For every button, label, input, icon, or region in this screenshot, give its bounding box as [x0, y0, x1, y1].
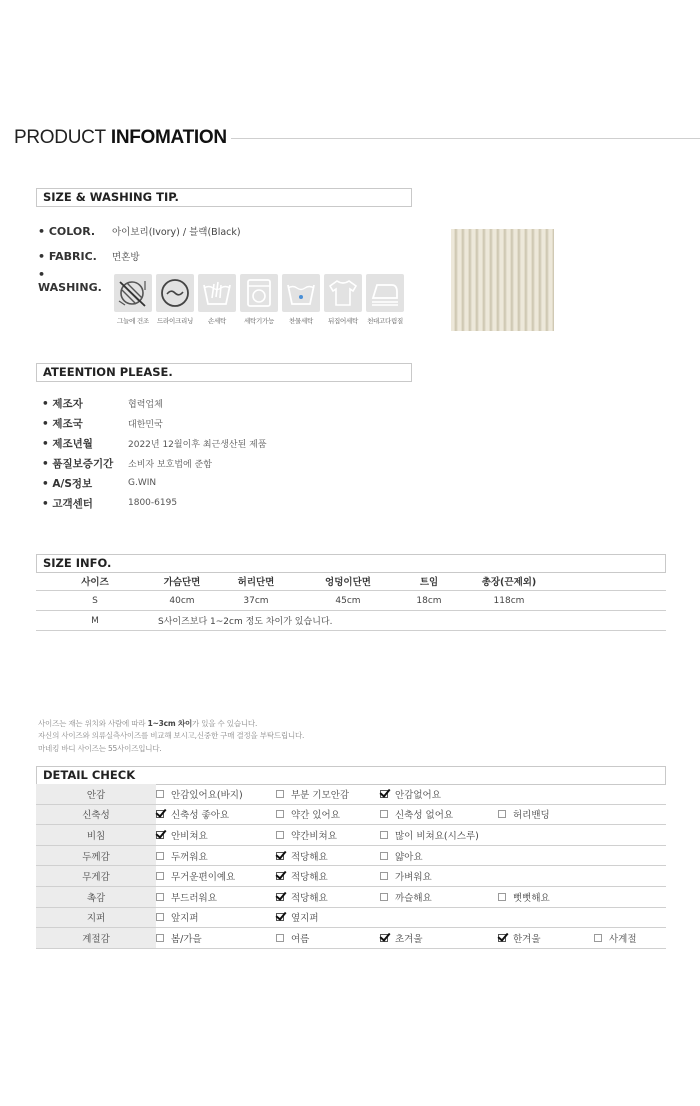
option-label: 적당해요 [291, 892, 328, 904]
size-row-s [36, 591, 666, 611]
size-col-header: 엉덩이단면 [325, 577, 371, 588]
option-label: 안감없어요 [395, 789, 441, 801]
option-label: 약간 있어요 [291, 810, 340, 822]
detail-check-table [36, 784, 666, 949]
option-label: 부분 기모안감 [291, 789, 350, 801]
detail-check-option[interactable] [498, 807, 550, 821]
detail-check-option[interactable] [380, 931, 423, 945]
detail-check-option[interactable] [276, 910, 319, 924]
fabric-swatch [451, 229, 554, 331]
size-cell: 18cm [416, 595, 442, 606]
attention-value: 1800-6195 [128, 498, 178, 508]
title-divider [231, 138, 700, 139]
note-line [38, 718, 304, 730]
title-infomation: INFOMATION [110, 127, 227, 148]
wash-item [238, 274, 280, 325]
checkbox[interactable] [380, 810, 388, 818]
attention-key: • 제조자 [42, 397, 83, 410]
detail-check-option[interactable] [156, 849, 208, 863]
detail-check-option[interactable] [380, 828, 479, 842]
option-label: 적당해요 [291, 872, 328, 884]
page-title [14, 126, 700, 150]
size-cell: 118cm [493, 595, 525, 606]
checkbox[interactable] [276, 810, 284, 818]
checkbox[interactable] [380, 831, 388, 839]
detail-check-label: 촉감 [36, 887, 156, 907]
note-line: 마네킹 바디 사이즈는 55사이즈입니다. [38, 743, 162, 753]
detail-check-option[interactable] [276, 787, 349, 801]
option-label: 안비쳐요 [171, 830, 208, 842]
note-text: 사이즈는 재는 위치와 사람에 따라 [38, 719, 148, 728]
wash-label: 손세탁 [208, 317, 226, 325]
size-cell: 37cm [243, 595, 269, 606]
checkbox[interactable] [380, 852, 388, 860]
fabric-row [38, 248, 140, 264]
detail-check-option[interactable] [276, 890, 328, 904]
option-label: 초겨울 [395, 933, 423, 945]
detail-check-option[interactable] [380, 890, 432, 904]
attention-row [42, 475, 156, 491]
attention-header: ATEENTION PLEASE. [36, 363, 412, 382]
option-label: 한겨울 [513, 933, 541, 945]
option-label: 앞지퍼 [171, 913, 199, 925]
fabric-value: 면혼방 [112, 252, 140, 263]
checkbox[interactable] [498, 810, 506, 818]
checkbox[interactable] [156, 893, 164, 901]
option-label: 약간비쳐요 [291, 830, 337, 842]
wash-item [364, 274, 406, 325]
checkbox[interactable] [156, 872, 164, 880]
option-label: 부드러워요 [171, 892, 217, 904]
size-table [36, 572, 666, 631]
checkbox[interactable] [276, 913, 284, 921]
attention-value: G.WIN [128, 478, 157, 488]
washing-label: • WASHING. [38, 268, 102, 294]
detail-check-row [36, 805, 666, 826]
detail-check-option[interactable] [156, 910, 199, 924]
detail-check-option[interactable] [156, 931, 202, 945]
checkbox[interactable] [276, 790, 284, 798]
option-label: 사계절 [609, 933, 637, 945]
checkbox[interactable] [498, 893, 506, 901]
option-label: 얇아요 [395, 851, 423, 863]
checkbox[interactable] [156, 852, 164, 860]
detail-check-option[interactable] [156, 869, 235, 883]
detail-check-label: 신축성 [36, 805, 156, 825]
wash-item [154, 274, 196, 325]
detail-check-row [36, 908, 666, 929]
checkbox[interactable] [276, 893, 284, 901]
attention-value: 협력업체 [128, 399, 163, 410]
note-bold: 1~3cm 차이 [147, 719, 193, 728]
checkbox[interactable] [276, 831, 284, 839]
size-cell: S사이즈보다 1~2cm 정도 차이가 있습니다. [158, 617, 333, 627]
detail-check-label: 안감 [36, 784, 156, 804]
detail-check-option[interactable] [276, 849, 328, 863]
detail-check-label: 비침 [36, 825, 156, 845]
option-label: 허리밴딩 [513, 810, 550, 822]
attention-key: • 고객센터 [42, 497, 93, 510]
option-label: 옆지퍼 [291, 913, 319, 925]
wash-label: 천대고다림질 [367, 317, 403, 325]
detail-check-label: 계절감 [36, 928, 156, 948]
detail-check-option[interactable] [276, 828, 337, 842]
size-notes [38, 718, 304, 755]
attention-key: • 제조국 [42, 417, 83, 430]
option-label: 뻣뻣해요 [513, 892, 550, 904]
size-col-header: 가슴단면 [163, 577, 201, 588]
attention-row [42, 495, 177, 511]
detail-check-option[interactable] [156, 787, 243, 801]
wash-label: 뒤집어세탁 [328, 317, 358, 325]
checkbox[interactable] [156, 913, 164, 921]
checkbox[interactable] [380, 893, 388, 901]
attention-row [42, 435, 267, 451]
attention-row [42, 455, 212, 471]
size-cell: 45cm [335, 595, 361, 606]
attention-value: 소비자 보호법에 준함 [128, 459, 212, 470]
cold-wash-icon [282, 274, 320, 312]
option-label: 가벼워요 [395, 872, 432, 884]
checkbox[interactable] [380, 872, 388, 880]
option-label: 까슬해요 [395, 892, 432, 904]
wash-item [280, 274, 322, 325]
machine-wash-icon [240, 274, 278, 312]
size-col-header: 총장(끈제외) [481, 577, 537, 588]
wash-label: 세탁기가능 [244, 317, 274, 325]
checkbox[interactable] [276, 852, 284, 860]
wash-label: 드라이크리닝 [157, 317, 193, 325]
detail-check-row [36, 928, 666, 949]
detail-check-option[interactable] [498, 931, 541, 945]
option-label: 적당해요 [291, 851, 328, 863]
checkbox[interactable] [498, 934, 506, 942]
checkbox[interactable] [156, 790, 164, 798]
hand-wash-icon [198, 274, 236, 312]
option-label: 신축성 없어요 [395, 810, 454, 822]
attention-value: 2022년 12월이후 최근생산된 제품 [128, 439, 267, 450]
option-label: 여름 [291, 933, 310, 945]
title-product: PRODUCT [14, 127, 106, 148]
size-row-m [36, 611, 666, 631]
checkbox[interactable] [276, 872, 284, 880]
attention-key: • 제조년월 [42, 437, 93, 450]
detail-check-label: 두께감 [36, 846, 156, 866]
detail-check-option[interactable] [380, 849, 423, 863]
option-label: 두꺼워요 [171, 851, 208, 863]
size-col-header: 사이즈 [81, 577, 109, 588]
option-label: 많이 비쳐요(시스루) [395, 830, 479, 842]
cloth-iron-icon [366, 274, 404, 312]
checkbox[interactable] [156, 831, 164, 839]
washing-row [38, 268, 112, 294]
size-col-header: 트임 [419, 577, 439, 588]
detail-check-option[interactable] [276, 931, 309, 945]
size-cell: S [92, 595, 98, 606]
checkbox[interactable] [276, 934, 284, 942]
note-text: 가 있을 수 있습니다. [192, 719, 258, 728]
detail-check-row [36, 846, 666, 867]
checkbox[interactable] [156, 810, 164, 818]
option-label: 신축성 좋아요 [171, 810, 230, 822]
attention-key: • 품질보증기간 [42, 457, 114, 470]
size-info-header: SIZE INFO. [36, 554, 666, 573]
detail-check-option[interactable] [498, 890, 550, 904]
option-label: 봄/가을 [171, 933, 202, 945]
option-label: 무거운편이예요 [171, 872, 236, 884]
wash-item [196, 274, 238, 325]
attention-key: • A/S정보 [42, 477, 93, 490]
shade-dry-icon [114, 274, 152, 312]
detail-check-option[interactable] [380, 807, 453, 821]
checkbox[interactable] [380, 790, 388, 798]
checkbox[interactable] [594, 934, 602, 942]
wash-label: 그늘에 건조 [117, 317, 149, 325]
detail-check-header: DETAIL CHECK [36, 766, 666, 785]
detail-check-label: 지퍼 [36, 908, 156, 928]
checkbox[interactable] [156, 934, 164, 942]
wash-item [322, 274, 364, 325]
color-value: 아이보리(Ivory) / 블랙(Black) [112, 227, 241, 238]
color-label: • COLOR. [38, 224, 96, 238]
detail-check-option[interactable] [156, 807, 229, 821]
size-header-row [36, 572, 666, 591]
inside-out-wash-icon [324, 274, 362, 312]
detail-check-label: 무게감 [36, 866, 156, 886]
detail-check-row [36, 866, 666, 887]
wash-item [112, 274, 154, 325]
detail-check-row [36, 887, 666, 908]
option-label: 안감있어요(바지) [171, 789, 243, 801]
attention-value: 대한민국 [128, 419, 163, 430]
detail-check-option[interactable] [276, 869, 328, 883]
fabric-label: • FABRIC. [38, 249, 97, 263]
detail-check-option[interactable] [276, 807, 340, 821]
detail-check-option[interactable] [380, 869, 432, 883]
detail-check-option[interactable] [156, 890, 217, 904]
detail-check-option[interactable] [594, 931, 637, 945]
detail-check-row [36, 825, 666, 846]
size-cell: M [91, 615, 99, 626]
wash-label: 찬물세탁 [289, 317, 313, 325]
attention-row [42, 395, 163, 411]
detail-check-option[interactable] [380, 787, 441, 801]
checkbox[interactable] [380, 934, 388, 942]
attention-row [42, 415, 163, 431]
note-line: 자신의 사이즈와 의류실측사이즈를 비교해 보시고,신중한 구매 결정을 부탁드립니다. [38, 731, 305, 741]
color-row [38, 223, 241, 239]
size-washing-header: SIZE & WASHING TIP. [36, 188, 412, 207]
detail-check-option[interactable] [156, 828, 208, 842]
size-col-header: 허리단면 [237, 577, 275, 588]
detail-check-row [36, 784, 666, 805]
dry-clean-icon [156, 274, 194, 312]
washing-icons [112, 274, 406, 325]
size-cell: 40cm [169, 595, 195, 606]
